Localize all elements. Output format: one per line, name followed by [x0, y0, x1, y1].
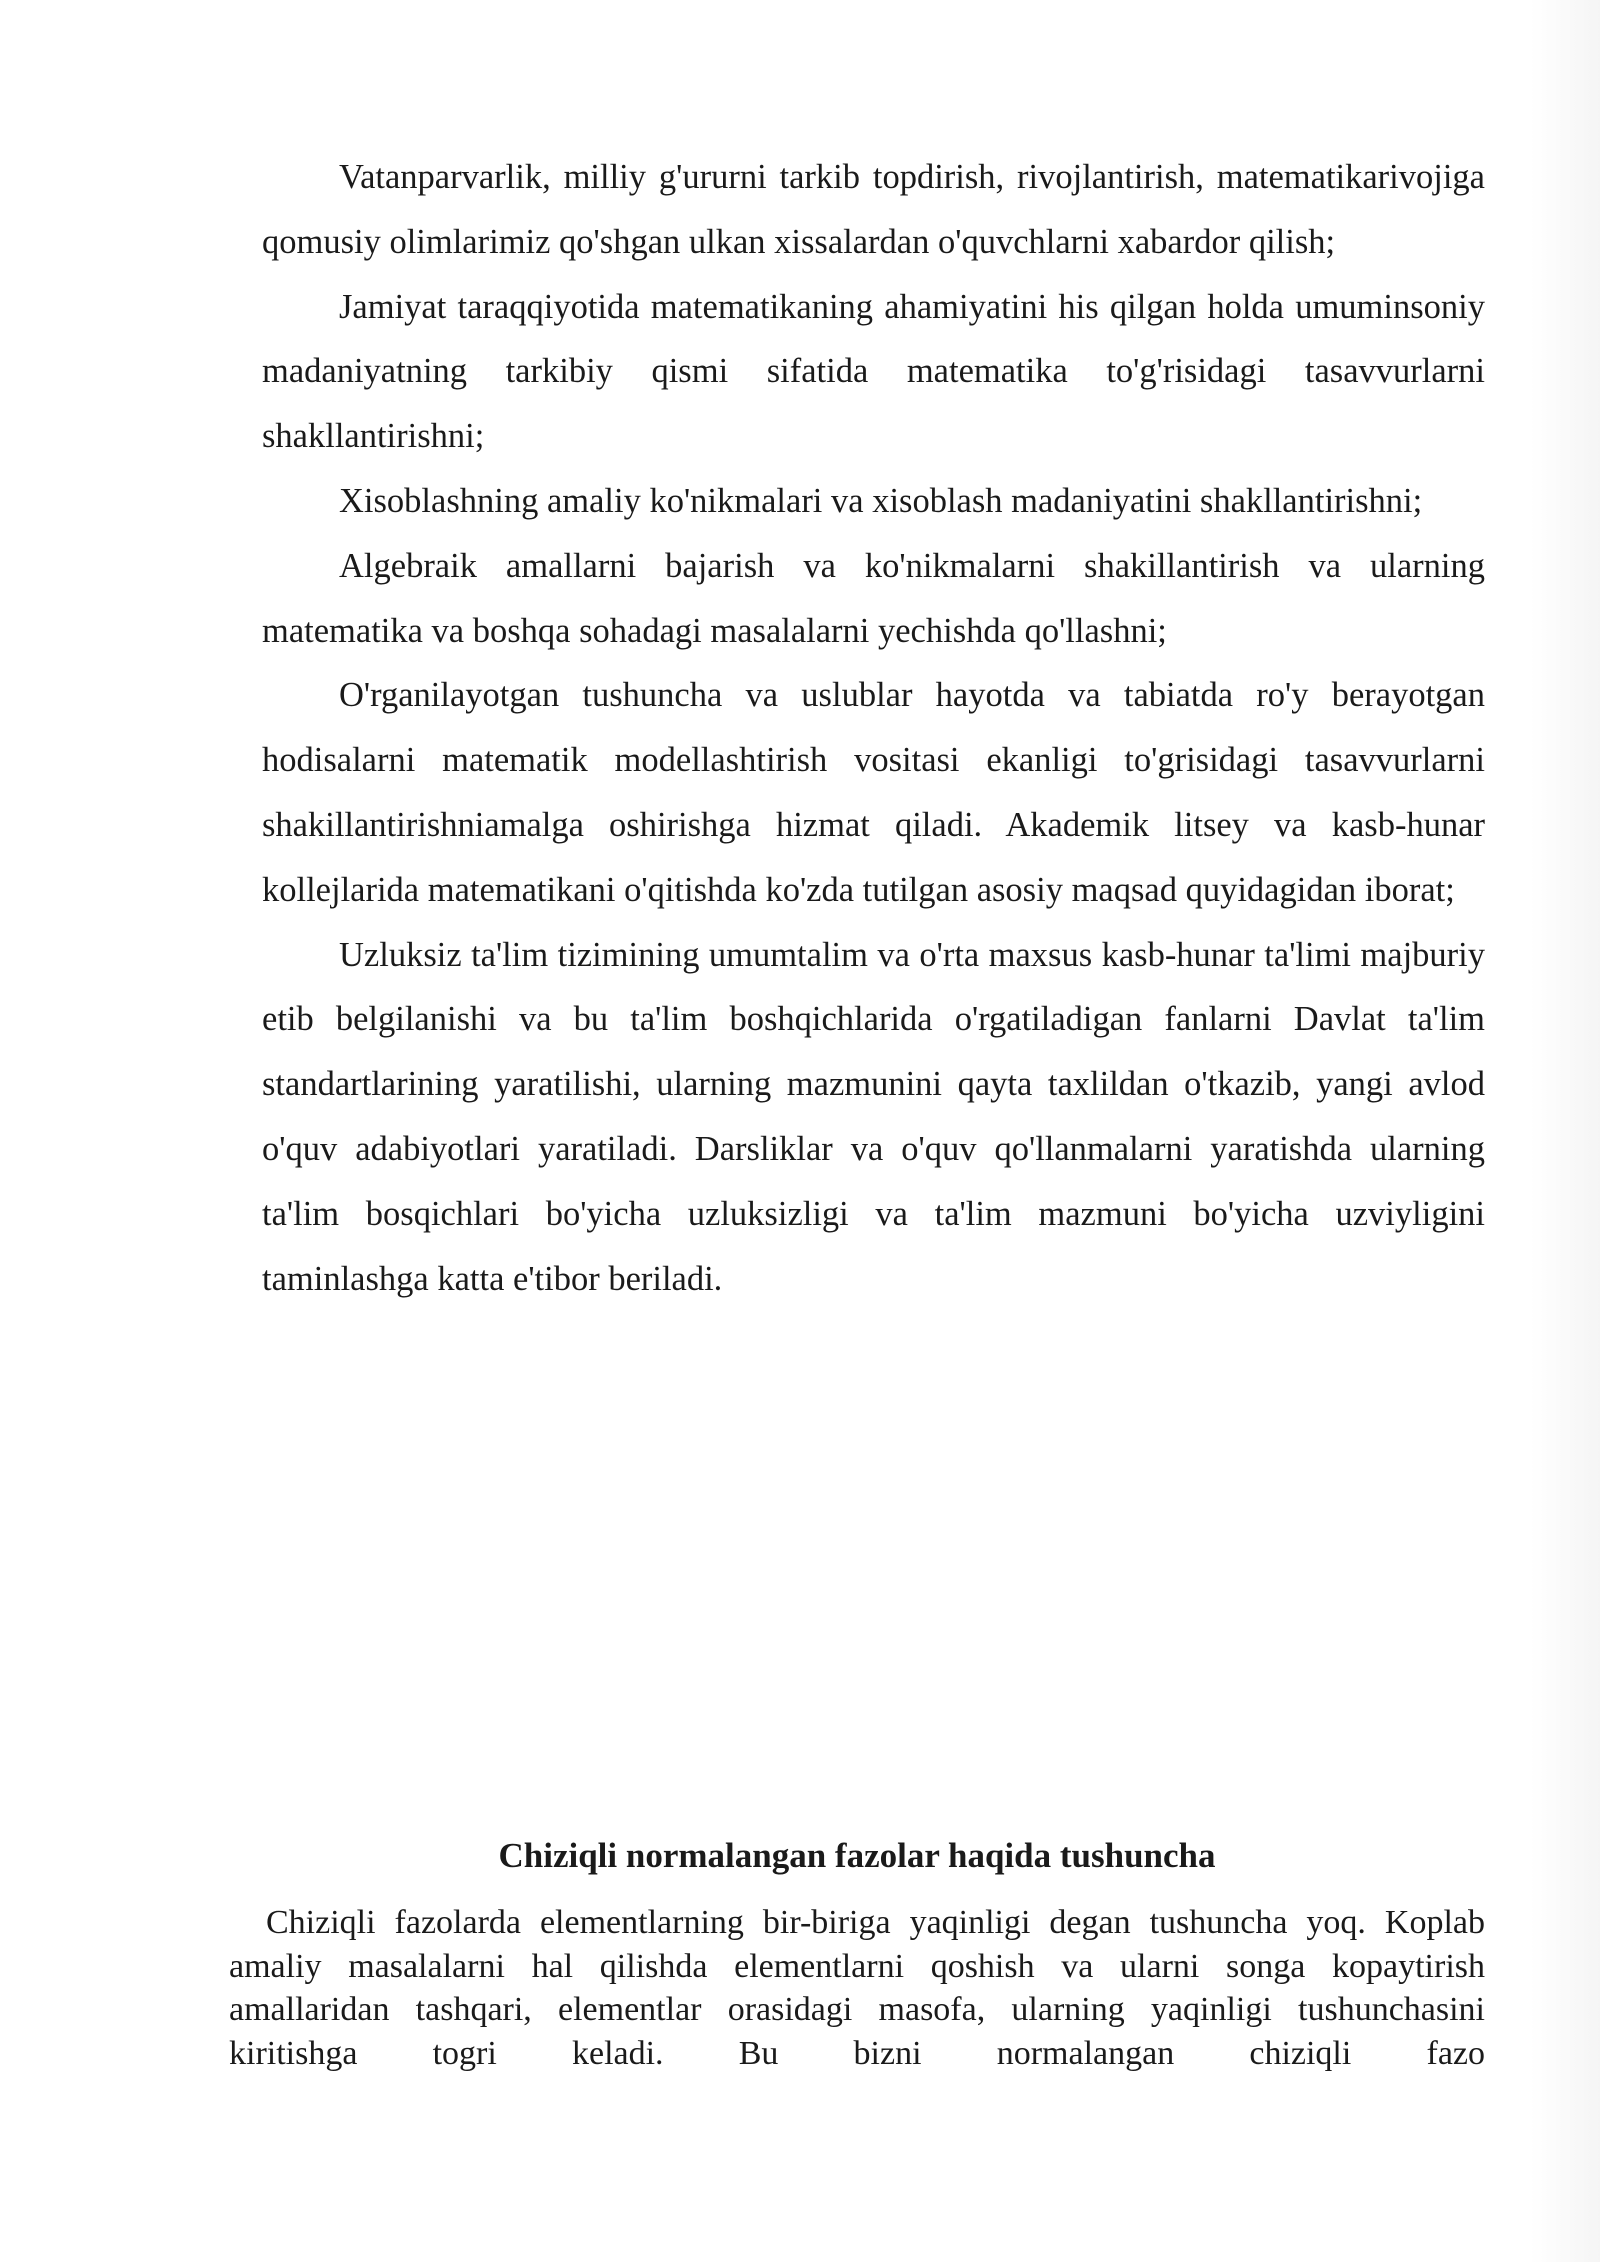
paragraph-continuous-education: Uzluksiz ta'lim tizimining umumtalim va o'rta maxsus kasb-hunar ta'limi majburiy etib belgilanishi va bu ta'lim boshqichlarida o'rgatiladigan fanlarni Davlat ta'lim standartlarining yaratilishi, ularning mazmunini qayta taxlildan o'tkazib, yangi avlod o'quv adabiyotlari yaratiladi. Darsliklar va o'quv qo'llanmalarni yaratishda ularning ta'lim bosqichlari bo'yicha uzluksizligi va ta'lim mazmuni bo'yicha uzviyligini taminlashga katta e'tibor beriladi. [262, 935, 1485, 1298]
paragraph-patriotism: Vatanparvarlik, milliy g'ururni tarkib topdirish, rivojlantirish, matematikarivojiga qomusiy olimlarimiz qo'shgan ulkan xissalardan o'quvchlarni xabardor qilish; [262, 158, 1485, 261]
section-heading: Chiziqli normalangan fazolar haqida tushuncha [498, 1836, 1216, 1875]
section-paragraph: Chiziqli fazolarda elementlarning bir-biriga yaqinligi degan tushuncha yoq. Koplab amaliy masalalarni hal qilishda elementlarni qoshish va ularni songa kopaytirish amallaridan tashqari, elementlar orasidagi masofa, ularning yaqinligi tushunchasini kiritishga togri keladi. Bu bizni normalangan chiziqli fazo [229, 1904, 1485, 2072]
paragraph-algebraic-operations: Algebraik amallarni bajarish va ko'nikmalarni shakillantirish va ularning matematika va boshqa sohadagi masalalarni yechishda qo'llashni; [262, 546, 1485, 650]
paragraph-concepts-modelling: O'rganilayotgan tushuncha va uslublar hayotda va tabiatda ro'y berayotgan hodisalarni matematik modellashtirish vositasi ekanligi to'grisidagi tasavvurlarni shakillantirishniamalga oshirishga hizmat qiladi. Akademik litsey va kasb-hunar kollejlarida matematikani o'qitishda ko'zda tutilgan asosiy maqsad quyidagidan iborat; [262, 676, 1485, 909]
paragraph-society-progress: Jamiyat taraqqiyotida matematikaning ahamiyatini his qilgan holda umuminsoniy madaniyatning tarkibiy qismi sifatida matematika to'g'risidagi tasavvurlarni shakllantirishni; [262, 287, 1485, 456]
paragraph-computation-skills: Xisoblashning amaliy ko'nikmalari va xisoblash madaniyatini shakllantirishni; [339, 481, 1423, 520]
goals-text-block [262, 145, 1485, 1311]
page-edge-shadow [1530, 0, 1600, 2262]
